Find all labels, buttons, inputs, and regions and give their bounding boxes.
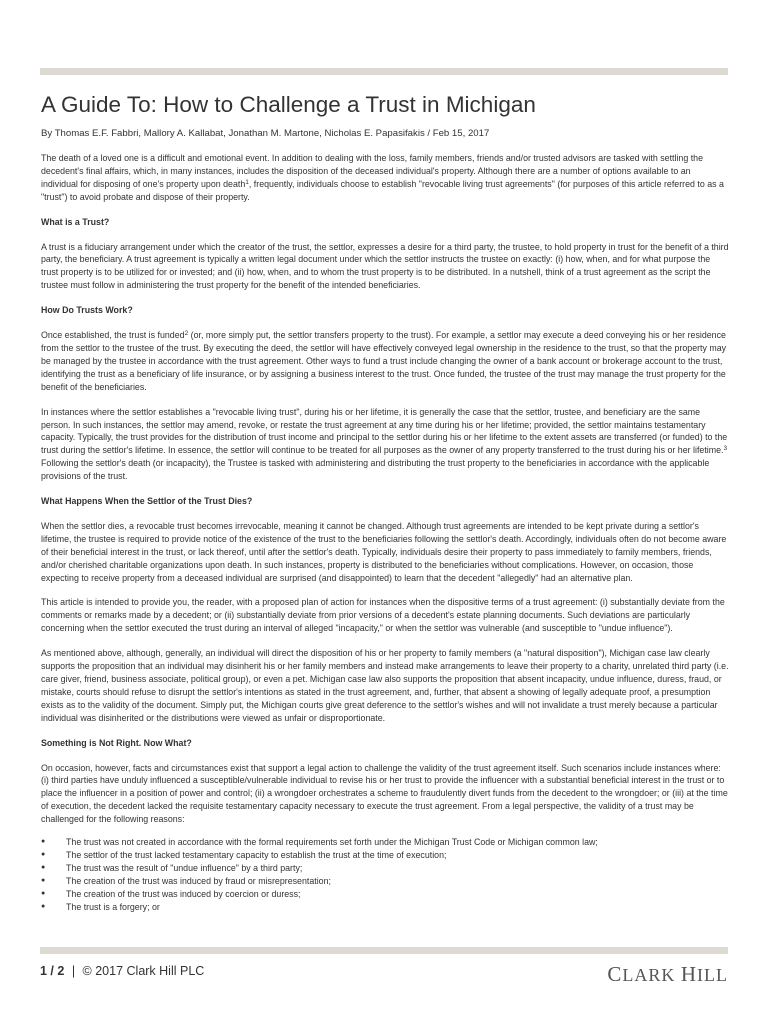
paragraph-settlor-dies-2: This article is intended to provide you, the reader, with a proposed plan of action for instances when the dispositive terms of a trust agreement: (i) substantially deviate from the comments or remarks made by a decedent; or (ii) substantially deviate from prior versions of a decedent's estate planning documents. Such deviations are particularly concerning when the settlor executed the trust during an interval of alleged "incapacity," or when the settlor was vulnerable (and susceptible to "undue influence"). [41,597,725,634]
top-divider [40,68,728,75]
paragraph-settlor-dies-1: When the settlor dies, a revocable trust becomes irrevocable, meaning it cannot be changed. Although trust agreements are intended to be kept private during a settlor's lifetime, the trustee is required to provide notice of the existence of the trust to the beneficiaries following the settlor's death. Accordingly, individuals often do not become aware of their beneficial interest in the trust, or lack thereof, until after the settlor's death. Typically, individuals desire their property to pass immediately to family members, friends, and/or cherished charitable organizations upon death. In such instances, property is distributed to the beneficiaries without complications. However, on occasion, those expecting to receive property from a deceased individual are surprised (and disappointed) to learn that the decedent "allegedly" had an alternative plan. [41,520,727,583]
challenge-reasons-list [41,836,729,913]
list-item: ● The trust is a forgery; or [41,901,160,912]
article [41,88,729,914]
bullet-icon: ● [41,863,46,871]
list-item: ● The creation of the trust was induced by coercion or duress; [41,888,301,899]
paragraph-what-is-trust: A trust is a fiduciary arrangement under which the creator of the trust, the settlor, expresses a desire for a third party, the trustee, to hold property in trust for the benefit of a third party, the beneficiary. A trust agreement is typically a written legal document under which the settlor instructs the trustee on exactly: (i) how, when, and for what purpose the trust property is to be utilized for or invested; and (ii) how, when, and to whom the trust property is to be distributed. In a nutshell, think of a trust agreement as the script the trustee must follow in administering the trust property for the benefit of the intended beneficiaries. [41,241,729,291]
section-heading-what-is-trust: What is a Trust? [41,216,110,227]
section-heading-how-trusts-work: How Do Trusts Work? [41,305,133,316]
bullet-icon: ● [41,838,46,846]
footnote-ref[interactable]: 1 [245,178,249,186]
bullet-icon: ● [41,902,46,910]
footer-separator: | [71,964,76,978]
clark-hill-logo: CLARK HILL [607,962,728,986]
footnote-ref[interactable]: 3 [723,445,728,453]
paragraph-how-trusts-work-2: In instances where the settlor establishes a "revocable living trust", during his or her lifetime, it is generally the case that the settlor, trustee, and beneficiary are the same person. In such instances, the settlor may amend, revoke, or restate the trust agreement at any time during his or her lifetime; provided, the settlor maintains testamentary capacity. Typically, the trust provides for the distribution of trust income and principal to the settlor during his or her lifetime to the extent assets are transferred (or funded) to the trust during the settlor's lifetime. In essence, the settlor will continue to be treated for all purposes as the owner of any property transferred to the trust during his or her lifetime.$^3$ Following the settlor's death (or incapacity), the Trustee is tasked with administering and distributing the trust property to the beneficiaries in accordance with the applicable provisions of the trust. [41,406,728,482]
bullet-icon: ● [41,889,46,897]
paragraph-how-trusts-work-1: Once established, the trust is funded$^2$ (or, more simply put, the settlor transfers property to the trust). For example, a settlor may execute a deed conveying his or her residence from the settlor to the trustee of the trust. By executing the deed, the settlor will have effectively conveyed legal ownership in the residence to the trust, so that the property may be managed by the trustee in accordance with the trust agreement. Other ways to fund a trust include changing the owner of a bank account or brokerage account to the trust, identifying the trust as a beneficiary of life insurance, or by assigning a business interest to the trust. Once funded, the trustee of the trust may manage the trust property for the benefit of the beneficiaries. [41,330,727,392]
article-body [41,152,729,826]
list-item: ● The trust was not created in accordance with the formal requirements set forth under the Michigan Trust Code or Michigan common law; [41,837,598,848]
section-heading-settlor-dies: What Happens When the Settlor of the Trust Dies? [41,496,253,507]
paragraph-not-right: On occasion, however, facts and circumstances exist that support a legal action to challenge the validity of the trust agreement itself. Such scenarios include instances where: (i) third parties have unduly influenced a susceptible/vulnerable individual to revise his or her trust to provide the influencer with a substantial beneficial interest in the trust or to place the influencer in a position of power and control; (ii) a wrongdoer orchestrates a scheme to fraudulently divert funds from the decedent to the wrongdoer; or (iii) at the time of execution, the decedent lacked the requisite testamentary capacity necessary to execute the trust agreement. From a legal perspective, the validity of a trust may be challenged for the following reasons: [41,762,728,825]
section-heading-not-right: Something is Not Right. Now What? [41,737,192,748]
paragraph-settlor-dies-3: As mentioned above, although, generally, an individual will direct the disposition of his or her property to family members (a "natural disposition"), Michigan case law clearly supports the proposition that an individual may disinherit his or her family members and instead make arrangements to leave their property to a charity, unrelated third party (i.e. care giver, friend, business associate, political group), or even a pet. Michigan case law also supports the proposition that absent incapacity, undue influence, duress, fraud, or mistake, courts should refuse to disrupt the settlor's intentions as stated in the trust agreement, and, further, that absent a showing of legally adequate proof, a presumption exists as to the validity of the document. Simply put, the Michigan courts give great deference to the settlor's wishes and will not invalidate a trust merely because a particular individual was disinherited or the distributions were viewed as unfair or disproportionate. [41,648,729,723]
page-footer [40,962,728,984]
list-item: ● The trust was the result of "undue influence" by a third party; [41,862,303,873]
bottom-divider [40,947,728,954]
list-item: ● The settlor of the trust lacked testamentary capacity to establish the trust at the time of execution; [41,849,447,860]
page-number: 1 / 2 [40,964,65,978]
page-title: A Guide To: How to Challenge a Trust in Michigan [41,92,536,117]
copyright: © 2017 Clark Hill PLC [82,964,205,978]
byline: By Thomas E.F. Fabbri, Mallory A. Kallabat, Jonathan M. Martone, Nicholas E. Papasifakis / Feb 15, 2017 [41,128,490,139]
footnote-ref[interactable]: 2 [184,330,189,338]
bullet-icon: ● [41,850,46,858]
list-item: ● The creation of the trust was induced by fraud or misrepresentation; [41,875,331,886]
intro-paragraph: The death of a loved one is a difficult and emotional event. In addition to dealing with the loss, family members, friends and/or trusted advisors are tasked with settling the decedent's final affairs, which, in many instances, includes the disposition of the deceased individual's property. Although there are a number of options available to an individual for disposing of one's property upon death$^1$, frequently, individuals choose to establish "revocable living trust agreements" (for purposes of this article referred to as a "trust") to avoid probate and dispose of their property. [41,153,724,202]
bullet-icon: ● [41,876,46,884]
footer-left [40,964,204,978]
